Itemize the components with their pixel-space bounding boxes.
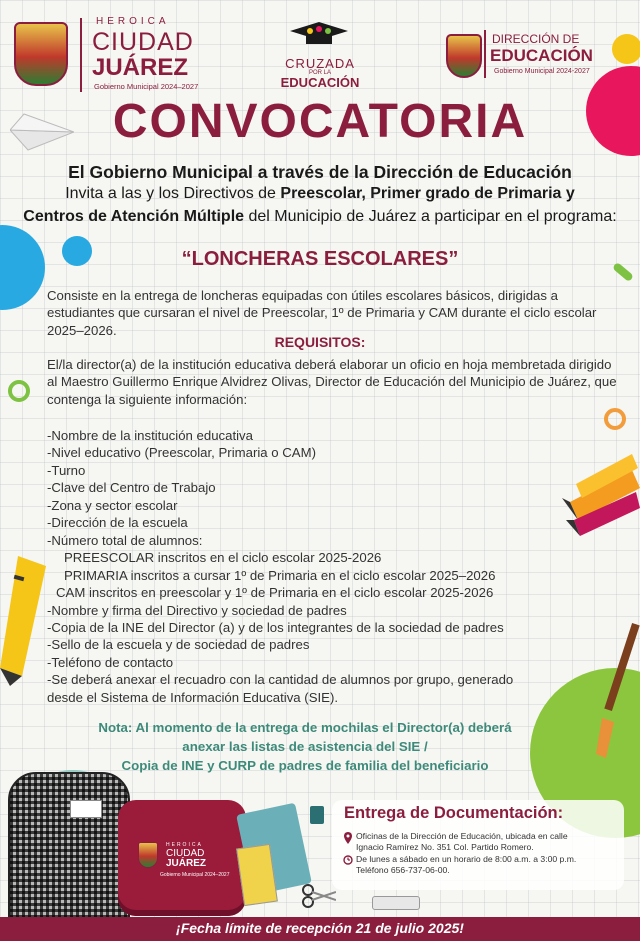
clock-icon bbox=[343, 855, 353, 865]
cruzada-logo-line3: EDUCACIÓN bbox=[280, 75, 360, 90]
list-item: -Nombre y firma del Directivo y sociedad de padres bbox=[47, 602, 347, 618]
lunchbox-logo-line2: CIUDAD bbox=[166, 848, 205, 859]
list-item: -Turno bbox=[47, 462, 86, 478]
note-line1: Nota: Al momento de la entrega de mochilas el Director(a) deberá bbox=[98, 720, 512, 735]
list-item: -Teléfono de contacto bbox=[47, 654, 174, 670]
orange-ring-decoration bbox=[604, 408, 626, 430]
delivery-phone: Teléfono 656-737-06-00. bbox=[356, 865, 450, 875]
municipal-logo-line3: JUÁREZ bbox=[92, 54, 189, 81]
list-item: -Número total de alumnos: bbox=[47, 532, 203, 548]
list-item: desde el Sistema de Información Educativa (SIE). bbox=[47, 689, 339, 705]
delivery-address-line2: Ignacio Ramírez No. 351 Col. Partido Romero. bbox=[356, 842, 534, 852]
program-description: Consiste en la entrega de loncheras equipadas con útiles escolares básicos, dirigidas a estudiantes que cursaran el nivel de Preescolar, 1º de Primaria y CAM durante el ciclo escolar 2025–2026. bbox=[47, 288, 597, 338]
requirements-title: REQUISITOS: bbox=[274, 334, 366, 350]
list-item: -Nivel educativo (Preescolar, Primaria o CAM) bbox=[47, 445, 316, 461]
cruzada-logo-line2: POR LA bbox=[308, 70, 331, 76]
scissors-icon bbox=[302, 884, 336, 908]
education-shield-logo bbox=[446, 34, 482, 78]
education-logo-line2: EDUCACIÓN bbox=[490, 46, 593, 65]
lunchbox-logo-line1: HEROICA bbox=[166, 842, 203, 848]
municipal-logo-line4: Gobierno Municipal 2024–2027 bbox=[94, 82, 199, 91]
yellow-circle-decoration bbox=[612, 34, 640, 64]
list-item: -Copia de la INE del Director (a) y de los integrantes de la sociedad de padres bbox=[47, 619, 504, 635]
list-item: -Zona y sector escolar bbox=[47, 497, 178, 513]
cruzada-logo-line1: CRUZADA bbox=[285, 56, 355, 71]
requirements-intro: El/la director(a) de la institución educativa deberá elaborar un oficio en hoja membretada dirigido al Maestro Guillermo Enrique Alvidrez Olivas, Director de Educación del Municipio de Juárez, que contenga la siguiente información: bbox=[47, 357, 617, 407]
delivery-schedule: De lunes a sábado en un horario de 8:00 a.m. a 3:00 p.m. bbox=[356, 854, 577, 864]
list-subitem: CAM inscritos en preescolar y 1º de Primaria en el ciclo escolar 2025-2026 bbox=[56, 585, 494, 601]
location-pin-icon bbox=[344, 832, 352, 844]
delivery-title: Entrega de Documentación: bbox=[344, 804, 564, 822]
intro-line3-bold: Centros de Atención Múltiple bbox=[23, 208, 245, 225]
list-subitem: PRIMARIA inscritos a cursar 1º de Primaria en el ciclo escolar 2025–2026 bbox=[64, 567, 496, 583]
sharpener-image bbox=[310, 806, 324, 824]
deadline-text: ¡Fecha límite de recepción 21 de julio 2025! bbox=[176, 920, 464, 936]
graduation-cap-icon bbox=[290, 22, 348, 48]
list-item: -Dirección de la escuela bbox=[47, 515, 188, 531]
list-item: -Sello de la escuela y de sociedad de padres bbox=[47, 637, 310, 653]
lunchbox-logo-line3: JUÁREZ bbox=[166, 858, 207, 869]
intro-line2-bold: Preescolar, Primer grado de Primaria y bbox=[280, 185, 575, 202]
list-item: -Nombre de la institución educativa bbox=[47, 428, 253, 443]
note-line3: Copia de INE y CURP de padres de familia del beneficiario bbox=[121, 758, 489, 773]
municipal-logo-line1: HEROICA bbox=[96, 16, 170, 27]
crayons-icon bbox=[562, 450, 640, 540]
education-logo-line1: DIRECCIÓN DE bbox=[492, 32, 580, 46]
program-name: “LONCHERAS ESCOLARES” bbox=[181, 248, 459, 270]
apron-image bbox=[8, 772, 130, 926]
list-item: -Clave del Centro de Trabajo bbox=[47, 480, 216, 496]
note-line2: anexar las listas de asistencia del SIE / bbox=[182, 739, 428, 754]
intro-line3-text: del Municipio de Juárez a participar en el programa: bbox=[244, 208, 617, 225]
municipal-shield-logo bbox=[14, 22, 68, 86]
requirements-list bbox=[47, 427, 513, 706]
intro-line2 bbox=[0, 185, 640, 203]
glue-stick-image bbox=[372, 896, 420, 910]
education-logo-divider bbox=[484, 30, 486, 78]
intro-line3 bbox=[0, 208, 640, 226]
logo-divider bbox=[80, 18, 82, 92]
municipal-logo-line2: CIUDAD bbox=[92, 28, 194, 56]
page-title: CONVOCATORIA bbox=[112, 95, 528, 148]
green-ring-decoration bbox=[8, 380, 30, 402]
delivery-address-line1: Oficinas de la Dirección de Educación, ubicada en calle bbox=[356, 831, 568, 841]
lunchbox-logo-line4: Gobierno Municipal 2024–2027 bbox=[160, 872, 230, 878]
intro-line1: El Gobierno Municipal a través de la Dirección de Educación bbox=[68, 162, 572, 182]
pencil-icon bbox=[0, 556, 48, 686]
intro-line2-text: Invita a las y los Directivos de bbox=[65, 185, 281, 202]
education-logo-line3: Gobierno Municipal 2024-2027 bbox=[494, 68, 590, 75]
list-subitem: PREESCOLAR inscritos en el ciclo escolar 2025-2026 bbox=[64, 550, 382, 566]
lunchbox-shield-logo bbox=[138, 842, 158, 868]
list-item: -Se deberá anexar el recuadro con la cantidad de alumnos por grupo, generado bbox=[47, 672, 514, 688]
apron-tag bbox=[70, 800, 102, 818]
